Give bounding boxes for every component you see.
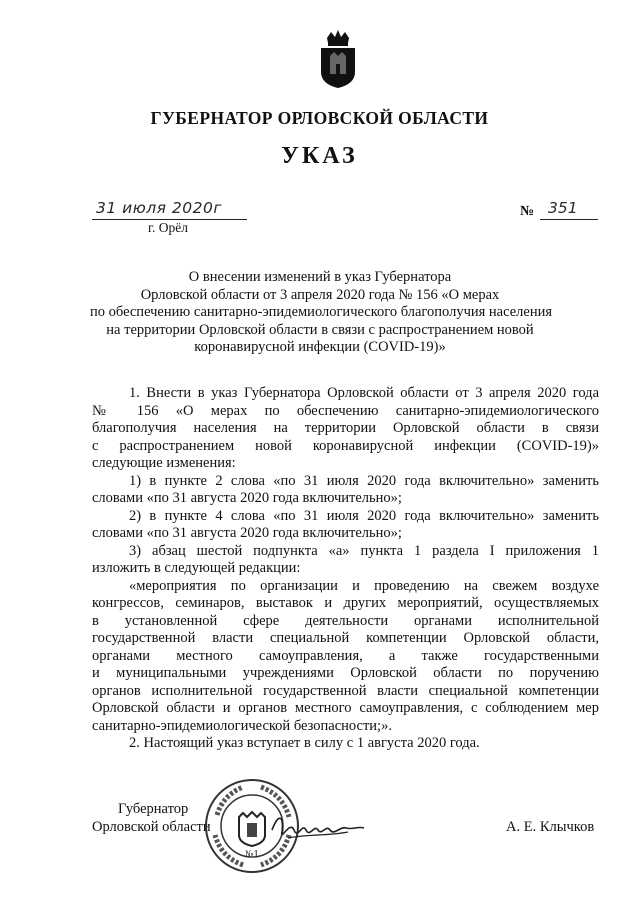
number-label: №: [520, 204, 535, 219]
seal-number: №1: [244, 850, 260, 860]
signatory-region: Орловской области: [92, 819, 211, 835]
title-line: по обеспечению санитарно-эпидемиологического благополучия населения: [90, 304, 553, 320]
body-line: благополучия населения на территории Орловской области в связи: [92, 420, 599, 436]
body-line: Орловской области и органов местного самоуправления, с соблюдением мер: [92, 700, 599, 716]
document-number: 351: [548, 199, 578, 217]
handwritten-signature: [268, 808, 368, 848]
body-line: органов исполнительной государственной власти специальной компетенции: [92, 682, 599, 699]
number-underline: [540, 219, 598, 220]
title-line: на территории Орловской области в связи с распространением новой: [106, 321, 534, 338]
document-body: [92, 385, 599, 753]
body-line: «мероприятия по организации и проведению на свежем воздухе: [129, 577, 599, 594]
body-line: санитарно-эпидемиологической безопасности;».: [92, 717, 392, 734]
body-line: и муниципальными учреждениями Орловской области по поручению: [92, 665, 599, 681]
body-line: словами «по 31 августа 2020 года включительно»;: [92, 490, 402, 506]
title-line: Орловской области от 3 апреля 2020 года № 156 «О мерах: [140, 286, 500, 303]
body-line: 1. Внести в указ Губернатора Орловской области от 3 апреля 2020 года: [129, 385, 599, 401]
signatory-name: А. Е. Клычков: [506, 819, 595, 835]
body-line: в установленной сфере деятельности органами исполнительной: [92, 612, 599, 629]
document-title: [90, 269, 553, 357]
body-line: с распространением новой коронавирусной инфекции (COVID-19)»: [92, 437, 599, 454]
body-line: 2. Настоящий указ вступает в силу с 1 августа 2020 года.: [129, 735, 480, 751]
document-city: г. Орёл: [148, 220, 188, 235]
document-date: 31 июля 2020г: [96, 199, 223, 217]
body-line: органами местного самоуправления, а также государственными: [92, 647, 599, 664]
body-line: изложить в следующей редакции:: [92, 560, 301, 576]
body-line: 1) в пункте 2 слова «по 31 июля 2020 года включительно» заменить: [129, 472, 599, 489]
title-line: О внесении изменений в указ Губернатора: [188, 269, 452, 285]
body-line: государственной власти специальной компетенции Орловской области,: [92, 630, 599, 646]
body-line: № 156 «О мерах по обеспечению санитарно-эпидемиологического: [92, 402, 599, 419]
body-line: конгрессов, семинаров, выставок и других мероприятий, осуществляемых: [92, 595, 599, 611]
body-line: словами «по 31 августа 2020 года включительно»;: [92, 525, 402, 541]
issuing-authority: ГУБЕРНАТОР ОРЛОВСКОЙ ОБЛАСТИ: [150, 108, 489, 128]
signatory-position: Губернатор: [118, 801, 189, 817]
body-line: 3) абзац шестой подпункта «а» пункта 1 раздела I приложения 1: [129, 542, 599, 559]
body-line: следующие изменения:: [92, 455, 236, 471]
body-line: 2) в пункте 4 слова «по 31 июля 2020 года включительно» заменить: [129, 507, 599, 524]
coat-of-arms-emblem: [317, 28, 359, 90]
title-line: коронавирусной инфекции (COVID-19)»: [194, 339, 446, 355]
document-type: УКАЗ: [281, 143, 358, 169]
